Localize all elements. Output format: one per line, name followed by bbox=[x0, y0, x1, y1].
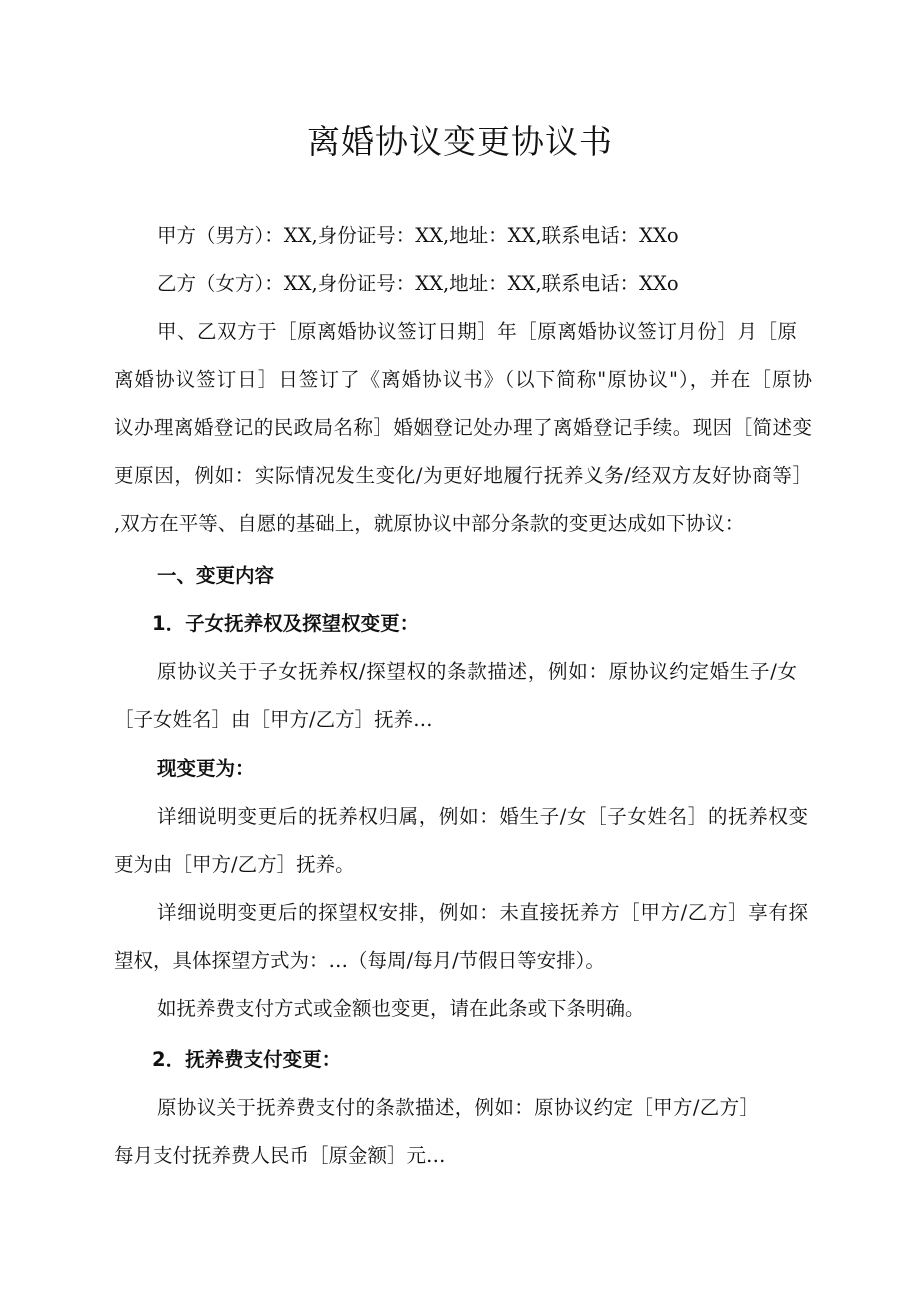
party-a-line: 甲方（男方）：XX,身份证号：XX,地址：XX,联系电话：XXo bbox=[157, 224, 679, 247]
section-heading-changes: 一、变更内容 bbox=[157, 564, 275, 587]
item1-custody-line-1: 详细说明变更后的抚养权归属，例如：婚生子/女［子女姓名］的抚养权变 bbox=[157, 805, 808, 828]
intro-line-2: 离婚协议签订日］日签订了《离婚协议书》（以下简称"原协议"），并在［原协 bbox=[114, 368, 812, 391]
item1-original-line-1: 原协议关于子女抚养权/探望权的条款描述，例如：原协议约定婚生子/女 bbox=[157, 660, 797, 683]
item2-heading: 2．抚养费支付变更： bbox=[152, 1048, 342, 1071]
item1-note: 如抚养费支付方式或金额也变更，请在此条或下条明确。 bbox=[157, 997, 645, 1020]
item2-original-line-2: 每月支付抚养费人民币［原金额］元… bbox=[114, 1144, 446, 1167]
item1-custody-line-2: 更为由［甲方/乙方］抚养。 bbox=[114, 853, 355, 876]
item1-heading: 1．子女抚养权及探望权变更： bbox=[152, 612, 420, 635]
intro-line-1: 甲、乙双方于［原离婚协议签订日期］年［原离婚协议签订月份］月［原 bbox=[157, 320, 797, 343]
intro-line-5: ,双方在平等、自愿的基础上，就原协议中部分条款的变更达成如下协议： bbox=[114, 512, 745, 535]
document-title: 离婚协议变更协议书 bbox=[307, 122, 613, 161]
intro-line-3: 议办理离婚登记的民政局名称］婚姻登记处办理了离婚登记手续。现因［简述变 bbox=[114, 416, 812, 439]
item1-visitation-line-2: 望权，具体探望方式为：…（每周/每月/节假日等安排）。 bbox=[114, 949, 605, 972]
intro-line-4: 更原因，例如：实际情况发生变化/为更好地履行抚养义务/经双方友好协商等］ bbox=[114, 464, 812, 487]
item2-original-line-1: 原协议关于抚养费支付的条款描述，例如：原协议约定［甲方/乙方］ bbox=[157, 1096, 759, 1119]
item1-original-line-2: ［子女姓名］由［甲方/乙方］抚养… bbox=[114, 708, 433, 731]
party-b-line: 乙方（女方）：XX,身份证号：XX,地址：XX,联系电话：XXo bbox=[157, 272, 679, 295]
item1-visitation-line-1: 详细说明变更后的探望权安排，例如：未直接抚养方［甲方/乙方］享有探 bbox=[157, 901, 808, 924]
item1-now-heading: 现变更为： bbox=[157, 757, 255, 780]
